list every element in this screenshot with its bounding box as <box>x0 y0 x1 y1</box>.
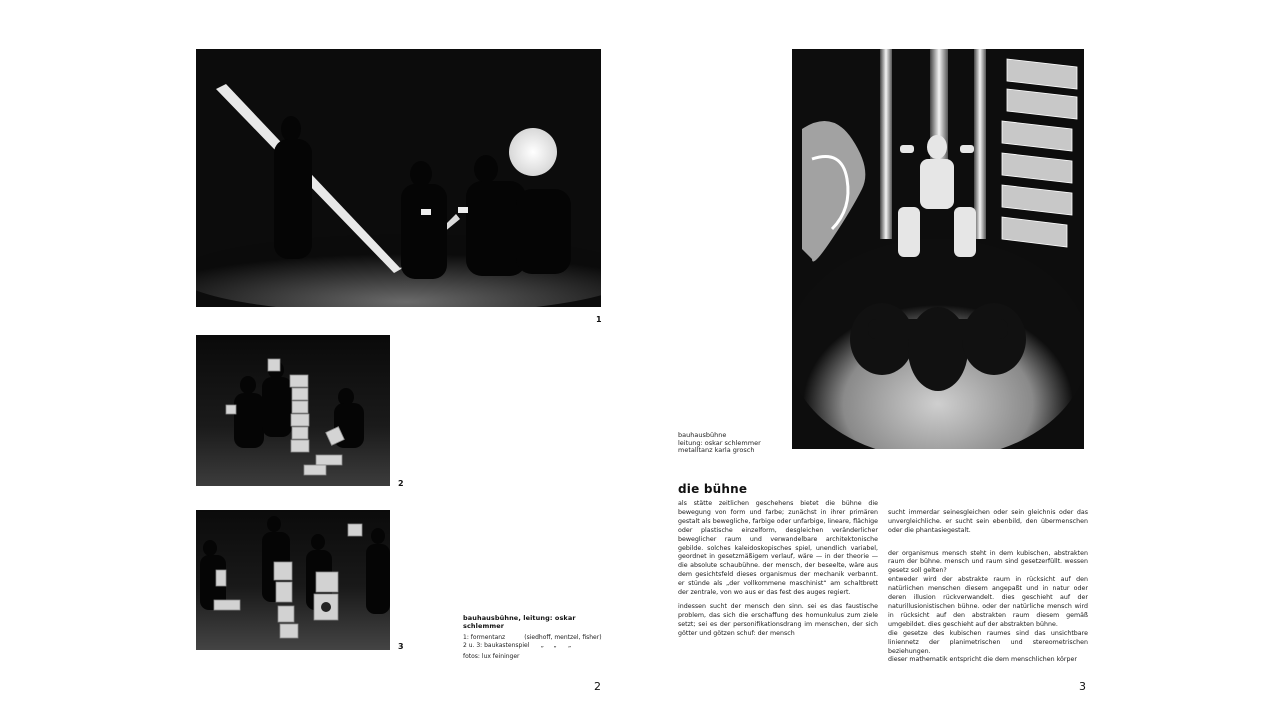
credit-photographer: fotos: lux feininger <box>463 653 520 660</box>
paragraph: als stätte zeitlichen geschehens bietet die bühne die bewegung von form und farbe; zunächst in ihrer primären gestalt als bewegliche, farbige oder unfarbige, lineare, flächige oder plastische einzelform, desgleichen veränderlicher beweglicher raum und verwandelbare architektonische gebilde. solches kaleidoskopisches spiel, unendlich variabel, geordnet in gesetzmäßigem verlauf, wäre — in der theorie — die absolute schaubühne. der mensch, der beseelte, wäre aus dem gesichtsfeld dieses organismus der mechanik verbannt. er stünde als „der vollkommene maschinist“ am schaltbrett der zentrale, von wo aus er das fest des auges regiert. <box>678 500 878 597</box>
plate-number-3: 3 <box>398 642 404 651</box>
page-number-left: 2 <box>594 680 601 693</box>
page-number-right: 3 <box>1079 680 1086 693</box>
caption-line-3: metalltanz karla grosch <box>678 446 755 454</box>
paragraph: indessen sucht der mensch den sinn. sei es das faustische problem, das sich die erschaffung des homunkulus zum ziele setzt; sei es der personifikationsdrang im menschen, der sich götter und götzen schuf: der mensch <box>678 602 878 637</box>
credit-line-2: 2 u. 3: baukastenspiel „ „ „ <box>463 642 572 649</box>
photo-baukastenspiel-1 <box>196 335 390 486</box>
article-heading: die bühne <box>678 482 748 496</box>
caption-line-1: bauhausbühne <box>678 431 727 439</box>
credit-line-1: 1: formentanz (siedhoff, mentzel, fisher) <box>463 634 602 641</box>
photo-formentanz <box>196 49 601 307</box>
photo-credits <box>463 614 613 661</box>
photo-caption <box>678 432 788 455</box>
paragraph: der organismus mensch steht in dem kubischen, abstrakten raum der bühne. mensch und raum sind gesetzerfüllt. wessen gesetz soll gelten? entweder wird der abstrakte raum in rücksicht auf den natürlichen menschen diesem angepaßt und in natur oder deren illusion rückverwandelt. dies geschieht auf der naturillusionistischen bühne. oder der natürliche mensch wird in rücksicht auf den abstrakten raum diesem gemäß umgebildet. dies geschieht auf der abstrakten bühne. die gesetze des kubischen raumes sind das unsichtbare liniennetz der planimetrischen und stereometrischen beziehungen. dieser mathematik entspricht die dem menschlichen körper <box>888 549 1088 664</box>
caption-line-2: leitung: oskar schlemmer <box>678 438 761 447</box>
photo-baukastenspiel-2 <box>196 510 390 650</box>
photo-metalltanz <box>792 49 1084 449</box>
text-column-2 <box>888 500 1088 679</box>
paragraph: sucht immerdar seinesgleichen oder sein gleichnis oder das unvergleichliche. er sucht sein ebenbild, den übermenschen oder die phantasiegestalt. <box>888 508 1088 534</box>
text-column-1 <box>678 500 878 644</box>
credit-title: bauhausbühne, leitung: oskar schlemmer <box>463 614 576 630</box>
plate-number-2: 2 <box>398 479 404 488</box>
plate-number-1: 1 <box>596 315 602 324</box>
